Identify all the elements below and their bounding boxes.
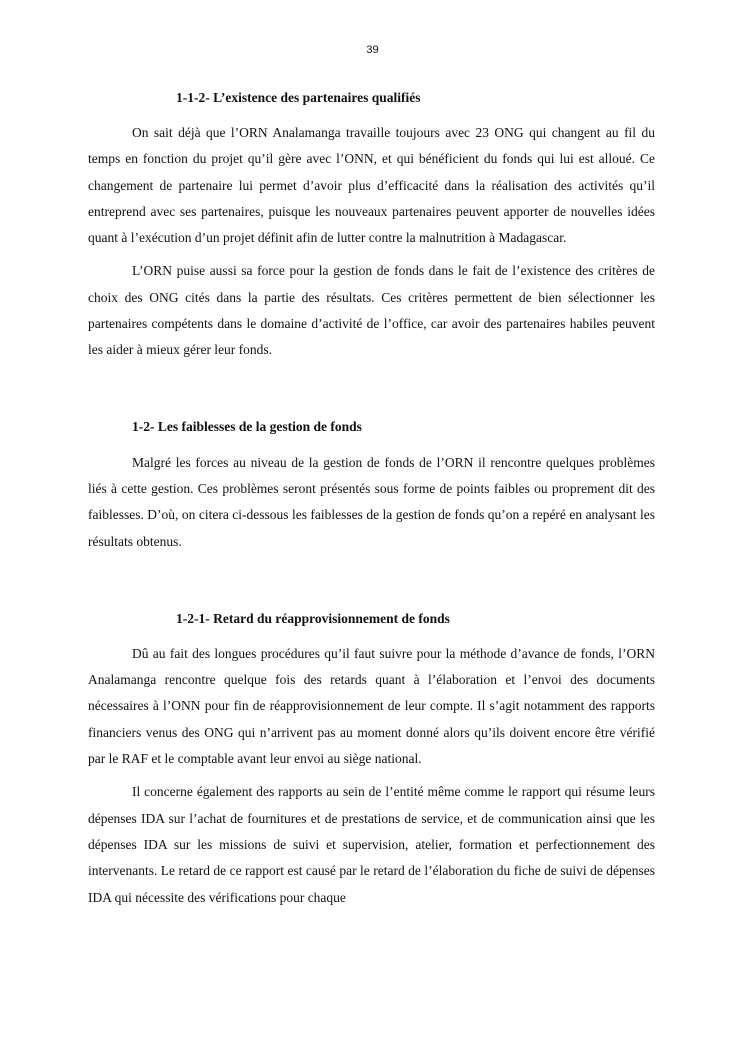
section-heading-partenaires-qualifies: 1-1-2- L’existence des partenaires qualifiés (176, 90, 421, 105)
page-number: 39 (366, 44, 379, 56)
paragraph-rapports-entite: Il concerne également des rapports au sein de l’entité même comme le rapport qui résume leurs dépenses IDA sur l’achat de fournitures et de prestations de service, et de communication ainsi que les dépenses IDA sur les missions de suivi et supervision, atelier, formation et perfectionnement des intervenants. Le retard de ce rapport est causé par le retard de l’élaboration du fiche de suivi de dépenses IDA qui nécessite des vérifications pour chaque (88, 784, 655, 905)
page-content (88, 89, 655, 911)
paragraph-criteres-choix: L’ORN puise aussi sa force pour la gestion de fonds dans le fait de l’existence des critères de choix des ONG cités dans la partie des résultats. Ces critères permettent de bien sélectionner les partenaires compétents dans le domaine d’activité de l’office, car avoir des partenaires habiles peuvent les aider à mieux gérer leur fonds. (88, 263, 655, 358)
section-heading-retard-reapprovisionnement: 1-2-1- Retard du réapprovisionnement de fonds (176, 610, 450, 626)
paragraph-partenaires-ong: On sait déjà que l’ORN Analamanga travaille toujours avec 23 ONG qui changent au fil du temps en fonction du projet qu’il gère avec l’ONN, et qui bénéficient du fonds qui lui est alloué. Ce changement de partenaire lui permet d’avoir plus d’efficacité dans la réalisation des activités qu’il entreprend avec ses partenaires, puisque les nouveaux partenaires peuvent apporter de nouvelles idées quant à l’exécution d’un projet définit afin de lutter contre la malnutrition à Madagascar. (88, 125, 655, 246)
paragraph-faiblesses-intro: Malgré les forces au niveau de la gestion de fonds de l’ORN il rencontre quelques problèmes liés à cette gestion. Ces problèmes seront présentés sous forme de points faibles ou proprement dit des faiblesses. D’où, on citera ci-dessous les faiblesses de la gestion de fonds qu’on a repéré en analysant les résultats obtenus. (88, 454, 655, 549)
section-heading-faiblesses: 1-2- Les faiblesses de la gestion de fonds (132, 418, 362, 434)
paragraph-longues-procedures: Dû au fait des longues procédures qu’il faut suivre pour la méthode d’avance de fonds, l’ORN Analamanga rencontre quelque fois des retards quant à l’élaboration et l’envoi des documents nécessaires à l’ONN pour fin de réapprovisionnement de leur compte. Il s’agit notamment des rapports financiers venus des ONG qui n’arrivent pas au moment donné alors qu’ils doivent encore être vérifié par le RAF et le comptable avant leur envoi au siège national. (88, 645, 655, 767)
